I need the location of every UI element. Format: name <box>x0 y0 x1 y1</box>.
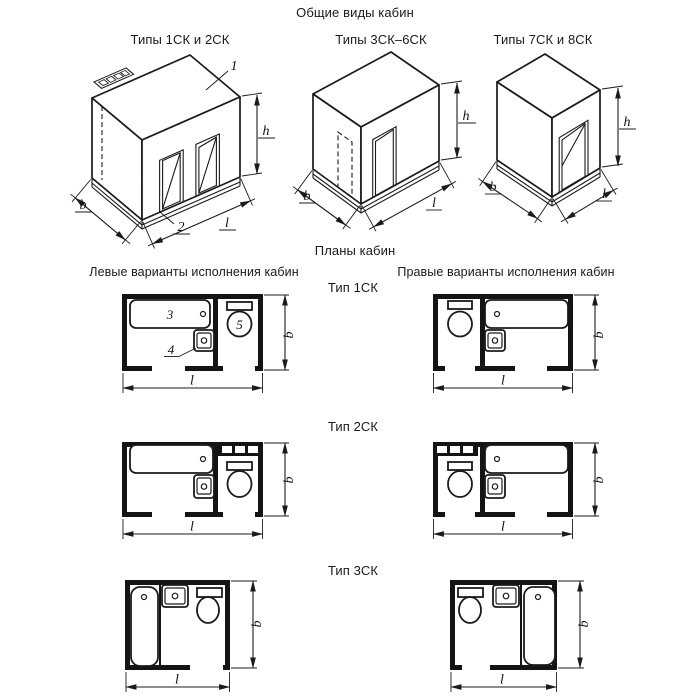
iso-view-types-1sk-2sk <box>60 50 280 250</box>
sink-plan <box>194 475 214 498</box>
dimension-b <box>264 443 297 516</box>
toilet-bowl <box>448 312 472 337</box>
part-number-4: 4 <box>167 342 175 357</box>
toilet-plan <box>458 588 483 623</box>
dim-l-label: l <box>190 373 194 389</box>
toilet-plan <box>197 588 222 623</box>
dimension-h <box>602 86 636 167</box>
part-number-1: 1 <box>230 59 238 74</box>
toilet-bowl <box>197 597 219 623</box>
toilet-tank <box>448 462 472 470</box>
dimension-l <box>434 373 573 393</box>
dim-l-label: l <box>432 196 436 211</box>
plans-title: Планы кабин <box>314 243 396 258</box>
figure-caption-2: Типы 3СК–6СК <box>335 32 427 47</box>
cabin-box <box>313 52 439 213</box>
plan-2sk-right <box>420 436 615 546</box>
dimension-l <box>123 373 263 393</box>
dim-l-label: l <box>190 519 194 535</box>
dimension-b <box>574 295 607 370</box>
vent-block <box>433 442 478 456</box>
figure-caption-3: Типы 7СК и 8СК <box>493 32 593 47</box>
dim-b-label: b <box>489 180 497 195</box>
sheet-title: Общие виды кабин <box>296 5 414 20</box>
dimension-h <box>242 93 275 176</box>
dim-l-label: l <box>225 216 229 231</box>
figure-caption-1: Типы 1СК и 2СК <box>130 32 230 47</box>
plan-1sk-right <box>420 288 615 400</box>
dim-l-label: l <box>602 187 606 202</box>
cabin-box <box>92 55 240 229</box>
sink-plan <box>485 475 505 498</box>
bath-plan <box>131 587 158 666</box>
toilet-plan <box>227 302 252 337</box>
toilet-tank <box>227 462 252 470</box>
dim-l-label: l <box>500 672 504 688</box>
dimension-l <box>123 519 263 539</box>
part-label-sink <box>164 342 196 357</box>
part-label-base <box>160 212 190 235</box>
dim-h-label: h <box>623 115 631 130</box>
dimension-b <box>574 443 607 516</box>
dim-l-label: l <box>501 373 505 389</box>
toilet-tank <box>197 588 222 597</box>
bath-screen-partition <box>159 585 161 665</box>
dim-b-label: b <box>282 331 297 339</box>
type-label-2sk: Тип 2СК <box>327 419 379 434</box>
dim-l-label: l <box>175 672 179 688</box>
plan-1sk-left <box>110 288 305 400</box>
dim-b-label: b <box>303 189 311 204</box>
dimension-l <box>126 672 230 692</box>
toilet-bowl <box>459 597 481 623</box>
part-number-2: 2 <box>177 220 185 235</box>
dim-b-label: b <box>282 476 297 484</box>
dim-b-label: b <box>79 198 87 213</box>
dimension-b <box>231 581 265 668</box>
toilet-tank <box>227 302 252 310</box>
toilet-tank <box>458 588 483 597</box>
vent-block <box>218 442 263 456</box>
right-variants-header: Правые варианты исполнения кабин <box>397 265 615 279</box>
toilet-bowl <box>448 471 472 497</box>
dim-b-label: b <box>592 331 607 339</box>
sink-plan <box>493 585 519 607</box>
dim-l-label: l <box>501 519 505 535</box>
iso-view-types-3sk-6sk <box>280 50 485 235</box>
sink-plan <box>194 330 214 351</box>
bath-plan <box>485 300 568 328</box>
sink-plan <box>485 330 505 351</box>
toilet-plan <box>448 301 472 337</box>
dim-h-label: h <box>462 109 470 124</box>
plan-3sk-right <box>440 574 600 696</box>
toilet-plan <box>448 462 472 497</box>
plan-3sk-left <box>110 574 270 696</box>
sink-plan <box>162 585 188 607</box>
bath-plan <box>524 587 555 665</box>
dim-b-label: b <box>592 476 607 484</box>
bath-plan <box>130 300 210 328</box>
left-variants-header: Левые варианты исполнения кабин <box>89 265 299 279</box>
bath-plan <box>130 445 213 473</box>
type-label-1sk: Тип 1СК <box>327 280 379 295</box>
type-label-3sk: Тип 3СК <box>327 563 379 578</box>
part-number-5: 5 <box>236 317 243 332</box>
dim-h-label: h <box>262 124 270 139</box>
toilet-tank <box>448 301 472 309</box>
iso-view-types-7sk-8sk <box>470 50 655 230</box>
dimension-l <box>434 519 573 539</box>
dim-b-label: b <box>577 620 592 628</box>
dim-b-label: b <box>250 620 265 628</box>
bath-screen-partition <box>520 585 522 665</box>
toilet-bowl <box>228 471 252 497</box>
cabin-box <box>497 54 600 206</box>
toilet-plan <box>227 462 252 497</box>
dimension-l <box>451 672 557 692</box>
dimension-b <box>558 581 592 668</box>
part-number-3: 3 <box>166 307 174 322</box>
dimension-b <box>264 295 297 370</box>
plan-2sk-left <box>110 436 305 546</box>
bath-plan <box>485 445 568 473</box>
